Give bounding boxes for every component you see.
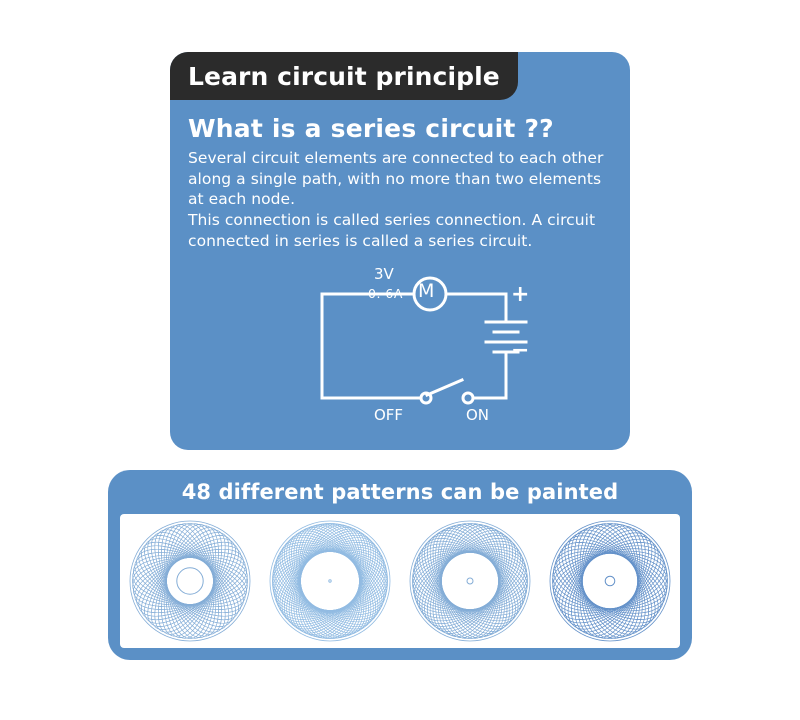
current-label: 0. 6A bbox=[368, 286, 403, 301]
switch-lever bbox=[427, 380, 462, 395]
series-circuit-diagram bbox=[290, 264, 540, 434]
voltage-label: 3V bbox=[374, 265, 394, 283]
pattern-star-rosette-svg bbox=[546, 517, 674, 645]
switch-off-label: OFF bbox=[374, 406, 404, 424]
card-title: Learn circuit principle bbox=[188, 61, 500, 91]
patterns-title: 48 different patterns can be painted bbox=[181, 480, 619, 504]
patterns-card bbox=[108, 470, 692, 660]
pattern-ring-rosette-svg bbox=[126, 517, 254, 645]
circuit-schematic-svg bbox=[290, 264, 540, 434]
pattern-soft-rosette-svg bbox=[406, 517, 534, 645]
pattern-item-1 bbox=[125, 516, 255, 646]
series-circuit-paragraph-1: Several circuit elements are connected to each other along a single path, with no more than two elements at each node. bbox=[188, 149, 604, 208]
series-circuit-heading: What is a series circuit ?? bbox=[188, 114, 554, 143]
series-circuit-paragraph-2: This connection is called series connection. A circuit connected in series is called a series circuit. bbox=[188, 211, 596, 250]
card-title-bar bbox=[170, 52, 518, 100]
battery-plus-label: + bbox=[511, 282, 530, 307]
switch-terminal-right bbox=[463, 393, 473, 403]
motor-label: M bbox=[418, 280, 435, 302]
pattern-dense-spiral-svg bbox=[266, 517, 394, 645]
battery-minus-label: − bbox=[511, 338, 530, 363]
learn-circuit-principle-card bbox=[170, 52, 630, 450]
patterns-gallery bbox=[120, 514, 680, 648]
pattern-item-3 bbox=[405, 516, 535, 646]
pattern-item-2 bbox=[265, 516, 395, 646]
switch-on-label: ON bbox=[466, 406, 490, 424]
pattern-item-4 bbox=[545, 516, 675, 646]
